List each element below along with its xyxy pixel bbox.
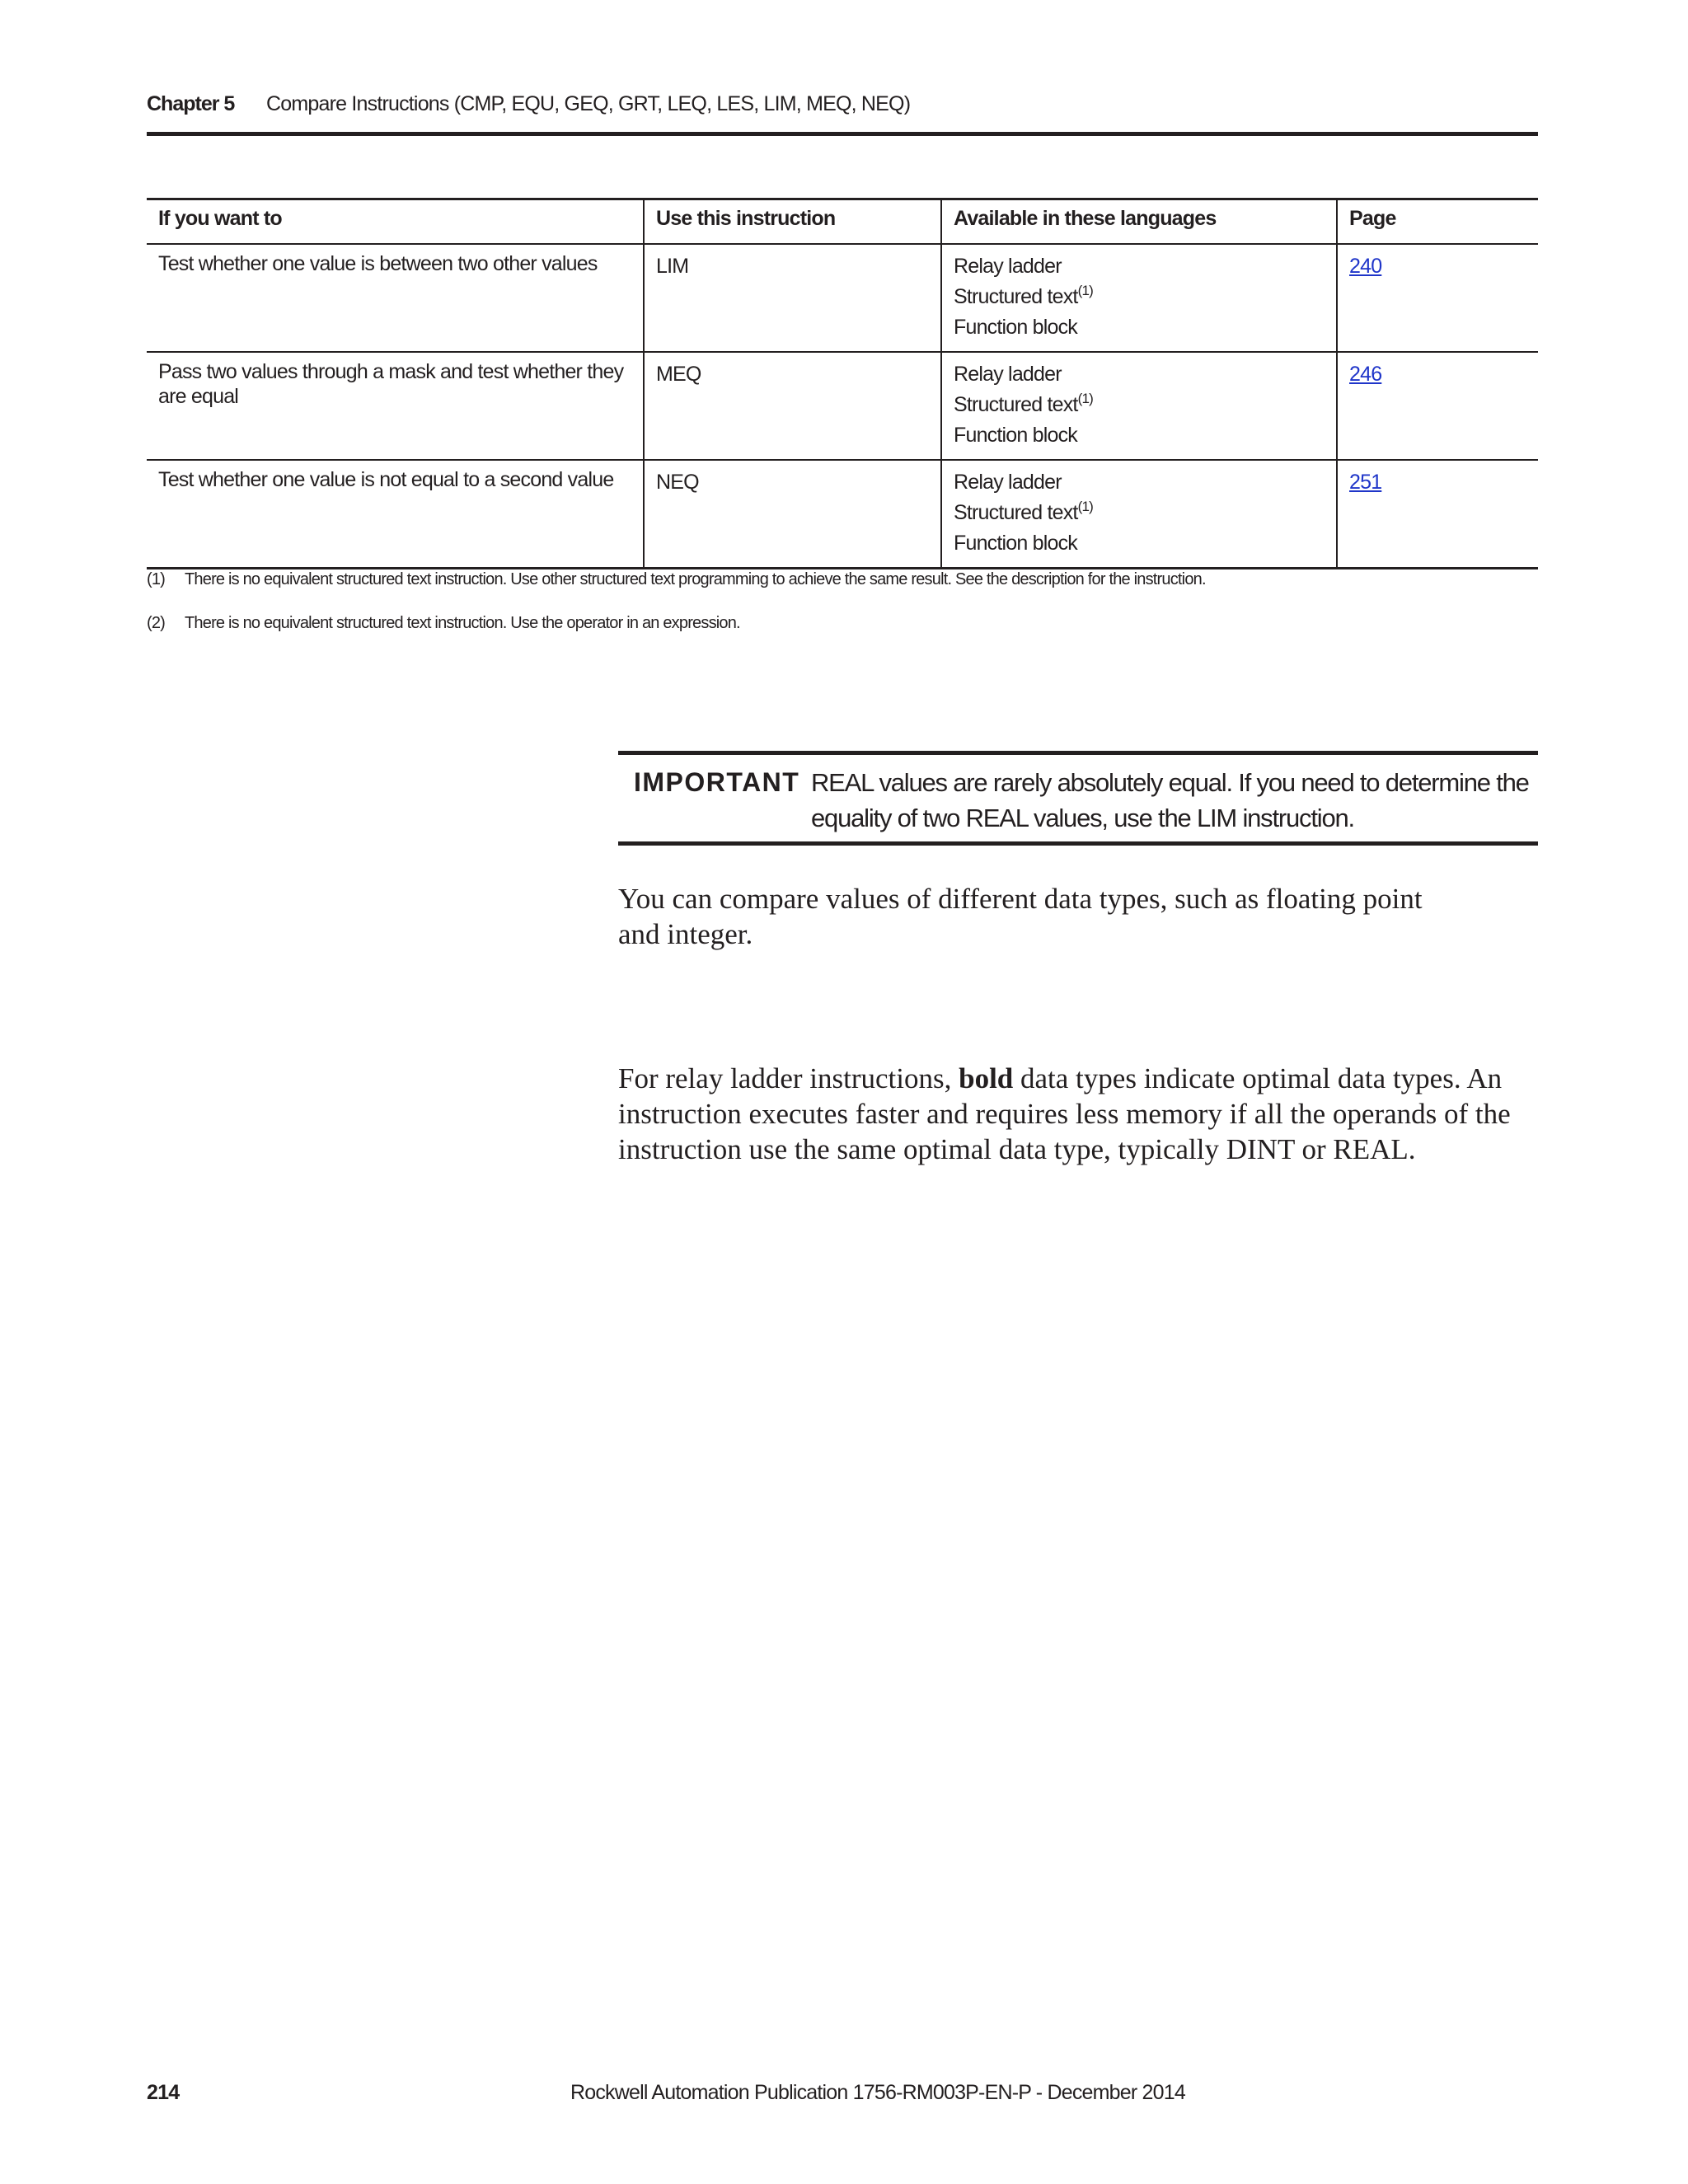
paragraph-data-types: You can compare values of different data types, such as floating point and integer. <box>618 883 1423 950</box>
cell-languages <box>941 244 1337 352</box>
cell-want: Test whether one value is not equal to a second value <box>147 460 644 569</box>
cell-page <box>1337 460 1538 569</box>
language-item: Function block <box>954 316 1077 339</box>
cell-instruction: NEQ <box>644 460 941 569</box>
chapter-label: Chapter 5 <box>147 92 235 115</box>
language-item: Structured text$^{(1)}$ <box>954 391 1093 416</box>
cell-want: Test whether one value is between two other values <box>147 244 644 352</box>
column-header-instruction: Use this instruction <box>644 199 941 245</box>
table-row <box>147 460 1538 569</box>
page-link[interactable]: 240 <box>1349 255 1382 278</box>
footnote-number: (1) <box>147 570 166 588</box>
bold-word: bold <box>959 1062 1014 1094</box>
cell-languages <box>941 352 1337 460</box>
table-header-row <box>147 199 1538 245</box>
chapter-title: Compare Instructions (CMP, EQU, GEQ, GRT, LEQ, LES, LIM, MEQ, NEQ) <box>266 92 911 115</box>
footnote-text: There is no equivalent structured text instruction. Use other structured text programming to achieve the same result. See the description for the instruction. <box>185 570 1206 588</box>
page-link[interactable]: 251 <box>1349 471 1382 494</box>
cell-page <box>1337 244 1538 352</box>
instruction-table <box>147 198 1538 569</box>
language-item: Function block <box>954 532 1077 555</box>
footnote-number: (2) <box>147 614 166 632</box>
paragraph-optimal-types: For relay ladder instructions, bold data types indicate optimal data types. An instruction executes faster and requires less memory if all the operands of the instruction use the same optimal data type, typically DINT or REAL. <box>618 1062 1511 1165</box>
important-text: REAL values are rarely absolutely equal. If you need to determine the equality of two REAL values, use the LIM instruction. <box>811 768 1529 832</box>
language-item: Relay ladder <box>954 363 1062 386</box>
cell-want: Pass two values through a mask and test whether they are equal <box>147 352 644 460</box>
cell-instruction: LIM <box>644 244 941 352</box>
cell-page <box>1337 352 1538 460</box>
header-rule <box>147 132 1538 136</box>
column-header-want: If you want to <box>147 199 644 245</box>
important-label: IMPORTANT <box>634 767 800 797</box>
footnote-ref[interactable]: (1) <box>1077 391 1093 406</box>
language-item: Function block <box>954 424 1077 447</box>
page-link[interactable]: 246 <box>1349 363 1382 386</box>
page-header <box>147 92 1538 134</box>
language-item: Structured text$^{(1)}$ <box>954 283 1093 308</box>
column-header-page: Page <box>1337 199 1538 245</box>
page-number: 214 <box>147 2081 180 2104</box>
publication-info: Rockwell Automation Publication 1756-RM003P-EN-P - December 2014 <box>570 2081 1185 2104</box>
language-item: Structured text$^{(1)}$ <box>954 499 1093 524</box>
footnote-ref[interactable]: (1) <box>1077 283 1093 298</box>
table-row <box>147 244 1538 352</box>
footnote-ref[interactable]: (1) <box>1077 499 1093 514</box>
table-row <box>147 352 1538 460</box>
important-callout <box>618 751 1538 846</box>
language-item: Relay ladder <box>954 255 1062 278</box>
column-header-languages: Available in these languages <box>941 199 1337 245</box>
language-item: Relay ladder <box>954 471 1062 494</box>
cell-languages <box>941 460 1337 569</box>
footnote-text: There is no equivalent structured text instruction. Use the operator in an expression. <box>185 614 740 632</box>
cell-instruction: MEQ <box>644 352 941 460</box>
